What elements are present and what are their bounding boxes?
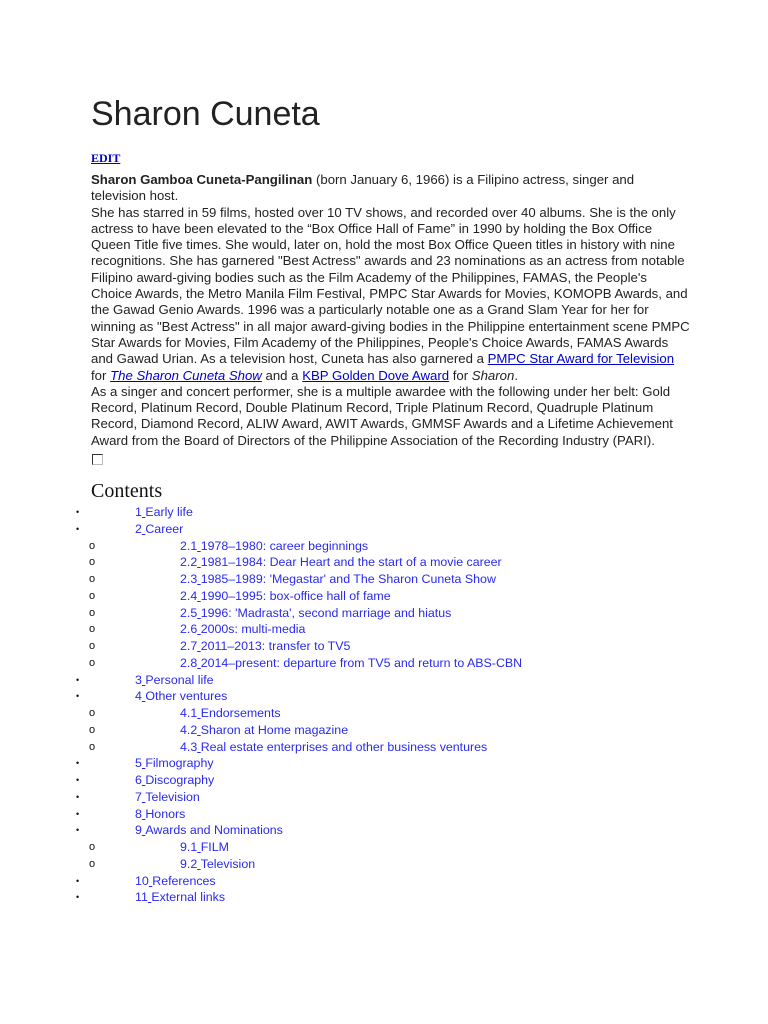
bullet-icon: • bbox=[76, 775, 80, 785]
toc-number[interactable]: 10 bbox=[135, 873, 149, 888]
career-paragraph bbox=[91, 205, 691, 384]
toc-item bbox=[0, 789, 768, 806]
toc-subitem bbox=[0, 655, 768, 672]
toc-number[interactable]: 2.8 bbox=[180, 655, 198, 670]
toc-link[interactable] bbox=[180, 605, 451, 622]
toc-number[interactable]: 6 bbox=[135, 773, 142, 787]
toc-subitem bbox=[0, 722, 768, 739]
toc-link[interactable] bbox=[180, 588, 391, 605]
toc-link[interactable] bbox=[135, 873, 216, 890]
toc-text[interactable]: 1978–1980: career beginnings bbox=[200, 538, 369, 553]
toc-link[interactable] bbox=[180, 571, 496, 588]
toggle-checkbox[interactable] bbox=[92, 454, 103, 465]
toc-subitem bbox=[0, 571, 768, 588]
circle-bullet-icon: o bbox=[89, 656, 96, 669]
toc-subitem bbox=[0, 856, 768, 873]
bullet-icon: • bbox=[76, 674, 80, 685]
toc-text[interactable]: 2014–present: departure from TV5 and return to ABS-CBN bbox=[200, 655, 523, 670]
toc-subitem bbox=[0, 538, 768, 555]
toc-number[interactable]: 4.2 bbox=[180, 722, 198, 737]
toc-text[interactable]: Personal life bbox=[145, 672, 214, 687]
toc-link[interactable] bbox=[135, 672, 214, 689]
circle-bullet-icon: o bbox=[89, 623, 96, 636]
toc-subitem bbox=[0, 621, 768, 638]
toc-text[interactable]: 2011–2013: transfer to TV5 bbox=[200, 639, 351, 653]
bullet-icon: • bbox=[76, 791, 80, 802]
toc-text[interactable]: Television bbox=[200, 856, 256, 871]
toc-number[interactable]: 9.1 bbox=[180, 840, 198, 854]
career-text-for: for bbox=[91, 367, 107, 383]
toc-link[interactable] bbox=[180, 538, 368, 555]
toc-number[interactable]: 3 bbox=[135, 672, 142, 687]
toc-link[interactable] bbox=[180, 839, 229, 856]
bullet-icon: • bbox=[76, 892, 80, 903]
toc-link[interactable] bbox=[180, 856, 255, 873]
toc-link[interactable] bbox=[135, 789, 200, 806]
edit-link[interactable]: EDIT bbox=[91, 151, 121, 165]
toc-number[interactable]: 9.2 bbox=[180, 856, 198, 871]
circle-bullet-icon: o bbox=[89, 589, 96, 602]
toc-text[interactable]: Filmography bbox=[145, 756, 214, 771]
bullet-icon: • bbox=[76, 691, 80, 702]
toc-item bbox=[0, 688, 768, 705]
toc-text[interactable]: References bbox=[152, 873, 216, 888]
toc-text[interactable]: Career bbox=[145, 521, 184, 536]
toc-link[interactable] bbox=[135, 822, 283, 839]
toc-link[interactable] bbox=[180, 722, 348, 739]
toc-item bbox=[0, 806, 768, 823]
toc-number[interactable]: 4.1 bbox=[180, 706, 198, 720]
toc-link[interactable] bbox=[180, 739, 487, 756]
toc-text[interactable]: Discography bbox=[145, 773, 215, 787]
toc-number[interactable]: 2.5 bbox=[180, 605, 198, 620]
toc-text[interactable]: FILM bbox=[200, 840, 229, 854]
kbp-golden-dove-link[interactable]: KBP Golden Dove Award bbox=[302, 367, 450, 383]
full-name: Sharon Gamboa Cuneta-Pangilinan bbox=[91, 172, 313, 187]
page-title: Sharon Cuneta bbox=[91, 95, 320, 133]
bullet-icon: • bbox=[76, 808, 80, 819]
circle-bullet-icon: o bbox=[89, 539, 96, 552]
toc-link[interactable] bbox=[180, 638, 350, 655]
toc-item bbox=[0, 822, 768, 839]
toc-text[interactable]: Sharon at Home magazine bbox=[200, 722, 349, 737]
bullet-icon: • bbox=[76, 758, 80, 769]
toc-text[interactable]: Awards and Nominations bbox=[145, 823, 283, 838]
bullet-icon: • bbox=[76, 825, 80, 836]
contents-heading: Contents bbox=[91, 480, 163, 502]
sharon-cuneta-show-title[interactable]: The Sharon Cuneta Show bbox=[110, 367, 262, 383]
article-body bbox=[91, 172, 691, 465]
circle-bullet-icon: o bbox=[89, 841, 96, 853]
circle-bullet-icon: o bbox=[89, 707, 96, 719]
circle-bullet-icon: o bbox=[89, 573, 96, 585]
toc-number[interactable]: 2 bbox=[135, 521, 142, 536]
toc-number[interactable]: 2.6 bbox=[180, 622, 198, 637]
toc-number[interactable]: 8 bbox=[135, 806, 142, 821]
table-of-contents bbox=[0, 504, 768, 906]
toc-text[interactable]: 1990–1995: box-office hall of fame bbox=[200, 588, 391, 603]
circle-bullet-icon: o bbox=[89, 556, 96, 569]
toc-subitem bbox=[0, 638, 768, 655]
toc-subitem bbox=[0, 605, 768, 622]
toc-text[interactable]: Early life bbox=[145, 505, 193, 519]
toc-number[interactable]: 2.2 bbox=[180, 555, 198, 570]
career-text-for-2: for bbox=[452, 367, 469, 383]
toc-subitem bbox=[0, 739, 768, 756]
toc-text[interactable]: 1981–1984: Dear Heart and the start of a movie career bbox=[200, 555, 502, 570]
toc-number[interactable]: 11 bbox=[135, 890, 148, 905]
bullet-icon: • bbox=[76, 507, 80, 517]
toc-number[interactable]: 5 bbox=[135, 756, 142, 771]
sharon-cuneta-show-link[interactable] bbox=[110, 368, 262, 383]
toc-number[interactable]: 4.3 bbox=[180, 739, 198, 754]
sharon-title: Sharon bbox=[471, 367, 515, 383]
intro-text: (born January 6, 1966) is a Filipino actress, singer and television host. bbox=[91, 172, 635, 204]
toc-link[interactable] bbox=[135, 521, 183, 538]
toc-text[interactable]: External links bbox=[151, 890, 226, 905]
toc-link[interactable] bbox=[135, 688, 227, 705]
toc-link[interactable] bbox=[135, 772, 214, 789]
toc-item bbox=[0, 755, 768, 772]
intro-paragraph bbox=[91, 172, 691, 205]
toc-text[interactable]: Other ventures bbox=[145, 689, 228, 704]
pmpc-award-link[interactable]: PMPC Star Award for Television bbox=[487, 351, 675, 367]
toc-link[interactable] bbox=[135, 504, 193, 521]
toc-text[interactable]: Real estate enterprises and other business ventures bbox=[200, 739, 488, 754]
toc-subitem bbox=[0, 839, 768, 856]
toc-link[interactable] bbox=[180, 655, 522, 672]
career-text-and: and a bbox=[265, 367, 299, 383]
toc-number[interactable]: 4 bbox=[135, 689, 142, 704]
toc-number[interactable]: 2.4 bbox=[180, 588, 198, 603]
toc-text[interactable]: 2000s: multi-media bbox=[200, 622, 306, 637]
toc-link[interactable] bbox=[135, 889, 225, 906]
toc-item bbox=[0, 889, 768, 906]
toc-link[interactable] bbox=[180, 705, 281, 722]
toc-subitem bbox=[0, 554, 768, 571]
toc-link[interactable] bbox=[180, 621, 305, 638]
singer-paragraph: As a singer and concert performer, she is a multiple awardee with the following under her belt: Gold Record, Platinum Record, Double Platinum Record, Triple Platinum Record, Quadruple Platinum Record, Diamond Record, ALIW Award, AWIT Awards, GMMSF Awards and a Lifetime Achievement Award from the Board of Directors of the Philippine Association of the Recording Industry (PARI). bbox=[91, 383, 673, 448]
toc-text[interactable]: Television bbox=[145, 789, 200, 804]
toc-number[interactable]: 2.1 bbox=[180, 538, 198, 553]
toc-number[interactable]: 2.7 bbox=[180, 639, 198, 653]
toc-item bbox=[0, 504, 768, 521]
toc-link[interactable] bbox=[135, 806, 185, 823]
toc-number[interactable]: 9 bbox=[135, 823, 142, 838]
toc-text[interactable]: 1996: 'Madrasta', second marriage and hiatus bbox=[200, 605, 452, 620]
toc-item bbox=[0, 672, 768, 689]
toc-link[interactable] bbox=[180, 554, 502, 571]
toc-text[interactable]: 1985–1989: 'Megastar' and The Sharon Cuneta Show bbox=[200, 572, 496, 586]
circle-bullet-icon: o bbox=[89, 606, 96, 619]
bullet-icon: • bbox=[76, 523, 80, 534]
circle-bullet-icon: o bbox=[89, 723, 96, 736]
circle-bullet-icon: o bbox=[89, 640, 96, 652]
toc-item bbox=[0, 521, 768, 538]
career-text: She has starred in 59 films, hosted over 10 TV shows, and recorded over 40 albums. She is the only actress to have been elevated to the “Box Office Hall of Fame” in 1990 by holding the Box Office Queen Title five times. She would, later on, hold the most Box Office Queen titles in history with nine recognitions. She has garnered "Best Actress" awards and 23 nominations as an actress from notable Filipino award-giving bodies such as the Film Academy of the Philippines, FAMAS, the People's Choice Awards, the Metro Manila Film Festival, PMPC Star Awards for Movies, KOMOPB Awards, and the Gawad Genio Awards. 1996 was a particularly notable one as a Grand Slam Year for her for winning as "Best Actress" in all major award-giving bodies in the Philippine entertainment scene PMPC Star Awards for Movies, Film Academy of the Philippines, People's Choice Awards, FAMAS Awards and Gawad Urian. As a television host, Cuneta has also garnered a bbox=[91, 204, 690, 367]
toc-subitem bbox=[0, 588, 768, 605]
toc-link[interactable] bbox=[135, 755, 214, 772]
toc-item bbox=[0, 873, 768, 890]
toc-text[interactable]: Endorsements bbox=[200, 706, 281, 720]
circle-bullet-icon: o bbox=[89, 740, 96, 753]
toc-number[interactable]: 1 bbox=[135, 505, 142, 519]
bullet-icon: • bbox=[76, 875, 80, 886]
toc-item bbox=[0, 772, 768, 789]
toc-subitem bbox=[0, 705, 768, 722]
circle-bullet-icon: o bbox=[89, 857, 96, 870]
career-period: . bbox=[514, 367, 518, 383]
toc-number[interactable]: 7 bbox=[135, 789, 142, 804]
toc-text[interactable]: Honors bbox=[145, 806, 186, 821]
toc-number[interactable]: 2.3 bbox=[180, 572, 198, 586]
